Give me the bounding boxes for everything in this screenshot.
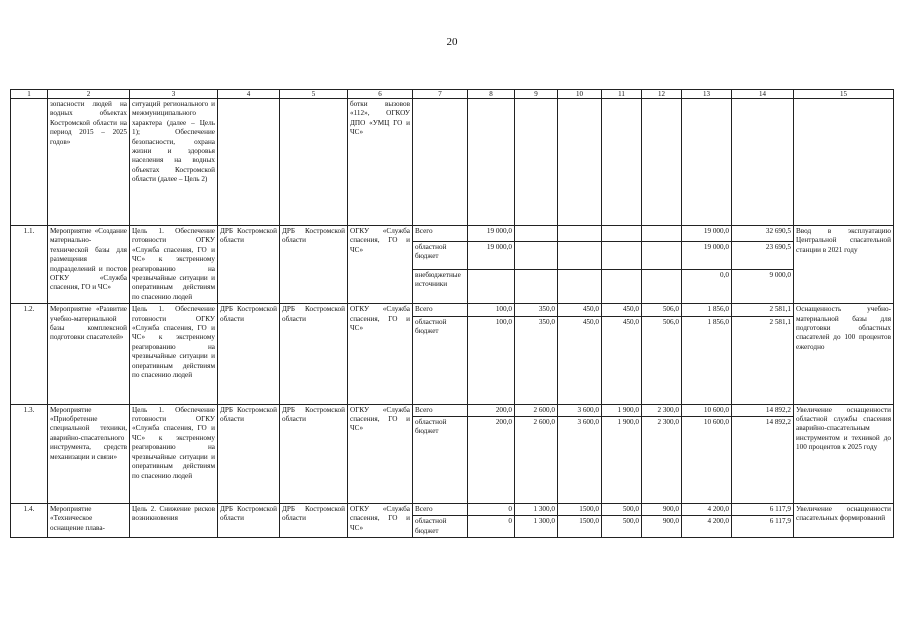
continuation-row	[11, 99, 894, 226]
amount-cell: 10 600,0	[682, 404, 732, 416]
col-header: 6	[348, 90, 413, 99]
amount-cell: 6 117,9	[732, 516, 794, 538]
customer-cell: ДРБ Костромской области	[218, 226, 280, 304]
funding-source: областной бюджет	[413, 417, 468, 504]
amount-cell: 1 300,0	[515, 516, 558, 538]
executor-cell: ботки вызовов «112», ОГКОУ ДПО «УМЦ ГО и ЧС»	[348, 99, 413, 226]
row-number: 1.4.	[11, 504, 48, 538]
amount-cell	[602, 226, 642, 242]
row-number: 1.2.	[11, 304, 48, 404]
col-header: 9	[515, 90, 558, 99]
amount-cell: 0,0	[682, 269, 732, 304]
col-header: 10	[558, 90, 602, 99]
amount-cell: 10 600,0	[682, 417, 732, 504]
result-cell: Увеличение оснащенности спасательных формирований	[794, 504, 894, 538]
amount-cell: 9 000,0	[732, 269, 794, 304]
customer-cell: ДРБ Костромской области	[218, 404, 280, 503]
goal-cell: Цель 2. Снижение рисков возникновения	[130, 504, 218, 538]
amount-cell: 450,0	[602, 304, 642, 316]
amount-cell: 450,0	[558, 316, 602, 404]
column-number-row	[11, 90, 894, 99]
amount-cell: 200,0	[468, 404, 515, 416]
executor-cell: ОГКУ «Служба спасения, ГО и ЧС»	[348, 504, 413, 538]
measure-name-cell: Мероприятие «Техническое оснащение плава-	[48, 504, 130, 538]
amount-cell: 3 600,0	[558, 404, 602, 416]
customer-cell: ДРБ Костромской области	[218, 504, 280, 538]
funding-source: Всего	[413, 504, 468, 516]
col-header: 11	[602, 90, 642, 99]
amount-cell: 1 856,0	[682, 316, 732, 404]
amount-cell: 1500,0	[558, 504, 602, 516]
measure-name-cell: Мероприятие «Создание материально-технической базы для размещения подразделений и постов ОГКУ «Служба спасения, ГО и ЧС»	[48, 226, 130, 304]
responsible-cell: ДРБ Костромской области	[280, 404, 348, 503]
executor-cell: ОГКУ «Служба спасения, ГО и ЧС»	[348, 226, 413, 304]
amount-cell	[558, 241, 602, 269]
amount-cell: 1 900,0	[602, 404, 642, 416]
amount-cell: 2 300,0	[642, 417, 682, 504]
table-row	[11, 304, 894, 316]
executor-cell: ОГКУ «Служба спасения, ГО и ЧС»	[348, 304, 413, 404]
amount-cell: 100,0	[468, 304, 515, 316]
result-cell: Ввод в эксплуатацию Центральной спасательной станции в 2021 году	[794, 226, 894, 304]
responsible-cell: ДРБ Костромской области	[280, 226, 348, 304]
col-header: 7	[413, 90, 468, 99]
col-header: 5	[280, 90, 348, 99]
amount-cell: 2 581,1	[732, 304, 794, 316]
funding-source: Всего	[413, 404, 468, 416]
amount-cell: 2 600,0	[515, 417, 558, 504]
amount-cell	[642, 269, 682, 304]
amount-cell: 900,0	[642, 516, 682, 538]
amount-cell: 350,0	[515, 304, 558, 316]
col-header: 4	[218, 90, 280, 99]
amount-cell	[558, 226, 602, 242]
amount-cell	[602, 241, 642, 269]
table-row	[11, 404, 894, 416]
amount-cell: 2 600,0	[515, 404, 558, 416]
amount-cell	[642, 226, 682, 242]
page-number: 20	[446, 36, 458, 48]
goal-cell: Цель 1. Обеспечение готовности ОГКУ «Служба спасения, ГО и ЧС» к экстренному реагированию на чрезвычайные ситуации и оперативным действиям по спасению людей	[130, 304, 218, 404]
measure-name-cell: зопасности людей на водных объектах Костромской области на период 2015 – 2025 годов»	[48, 99, 130, 226]
measure-name-cell: Мероприятие «Развитие учебно-материальной базы комплексной подготовки спасателей»	[48, 304, 130, 404]
table-row	[11, 504, 894, 516]
amount-cell: 900,0	[642, 504, 682, 516]
row-number: 1.3.	[11, 404, 48, 503]
amount-cell	[515, 269, 558, 304]
amount-cell: 350,0	[515, 316, 558, 404]
table-row	[11, 226, 894, 242]
col-header: 2	[48, 90, 130, 99]
executor-cell: ОГКУ «Служба спасения, ГО и ЧС»	[348, 404, 413, 503]
amount-cell: 1500,0	[558, 516, 602, 538]
funding-source: Всего	[413, 304, 468, 316]
goal-cell: ситуаций регионального и межмуниципального характера (далее – Цель 1); Обеспечение безопасности, охрана жизни и здоровья населения на водных объектах Костромской области (далее – Цель 2)	[130, 99, 218, 226]
measure-name-cell: Мероприятие «Приобретение специальной техники, аварийно-спасательного инструмента, средств механизации и связи»	[48, 404, 130, 503]
amount-cell: 500,0	[602, 516, 642, 538]
col-header: 12	[642, 90, 682, 99]
amount-cell	[515, 226, 558, 242]
amount-cell: 1 900,0	[602, 417, 642, 504]
col-header: 3	[130, 90, 218, 99]
amount-cell: 2 581,1	[732, 316, 794, 404]
amount-cell	[642, 241, 682, 269]
customer-cell: ДРБ Костромской области	[218, 304, 280, 404]
amount-cell: 500,0	[602, 504, 642, 516]
goal-cell: Цель 1. Обеспечение готовности ОГКУ «Служба спасения, ГО и ЧС» к экстренному реагированию на чрезвычайные ситуации и оперативным действиям по спасению людей	[130, 226, 218, 304]
responsible-cell: ДРБ Костромской области	[280, 304, 348, 404]
col-header: 14	[732, 90, 794, 99]
amount-cell	[558, 269, 602, 304]
amount-cell: 23 690,5	[732, 241, 794, 269]
amount-cell: 2 300,0	[642, 404, 682, 416]
col-header: 1	[11, 90, 48, 99]
funding-source: областной бюджет	[413, 316, 468, 404]
amount-cell	[515, 241, 558, 269]
amount-cell: 19 000,0	[682, 241, 732, 269]
amount-cell: 506,0	[642, 316, 682, 404]
funding-source: Всего	[413, 226, 468, 242]
amount-cell: 6 117,9	[732, 504, 794, 516]
amount-cell: 4 200,0	[682, 504, 732, 516]
funding-source: областной бюджет	[413, 516, 468, 538]
col-header: 13	[682, 90, 732, 99]
amount-cell: 0	[468, 516, 515, 538]
amount-cell: 32 690,5	[732, 226, 794, 242]
goal-cell: Цель 1. Обеспечение готовности ОГКУ «Служба спасения, ГО и ЧС» к экстренному реагированию на чрезвычайные ситуации и оперативным действиям по спасению людей	[130, 404, 218, 503]
amount-cell: 100,0	[468, 316, 515, 404]
funding-source: областной бюджет	[413, 241, 468, 269]
amount-cell	[468, 269, 515, 304]
amount-cell: 450,0	[602, 316, 642, 404]
amount-cell: 14 892,2	[732, 417, 794, 504]
funding-source: внебюджетные источники	[413, 269, 468, 304]
col-header: 8	[468, 90, 515, 99]
amount-cell: 4 200,0	[682, 516, 732, 538]
amount-cell: 450,0	[558, 304, 602, 316]
amount-cell: 506,0	[642, 304, 682, 316]
amount-cell: 200,0	[468, 417, 515, 504]
result-cell: Оснащенность учебно-материальной базы для подготовки областных спасателей до 100 процентов ежегодно	[794, 304, 894, 404]
amount-cell: 3 600,0	[558, 417, 602, 504]
amount-cell: 19 000,0	[682, 226, 732, 242]
amount-cell: 0	[468, 504, 515, 516]
amount-cell	[602, 269, 642, 304]
row-number: 1.1.	[11, 226, 48, 304]
amount-cell: 19 000,0	[468, 241, 515, 269]
col-header: 15	[794, 90, 894, 99]
amount-cell: 19 000,0	[468, 226, 515, 242]
amount-cell: 1 856,0	[682, 304, 732, 316]
result-cell: Увеличение оснащенности областной службы спасения аварийно-спасательным инструментом и техникой до 100 процентов к 2025 году	[794, 404, 894, 503]
program-table	[10, 89, 894, 538]
amount-cell: 14 892,2	[732, 404, 794, 416]
amount-cell: 1 300,0	[515, 504, 558, 516]
responsible-cell: ДРБ Костромской области	[280, 504, 348, 538]
